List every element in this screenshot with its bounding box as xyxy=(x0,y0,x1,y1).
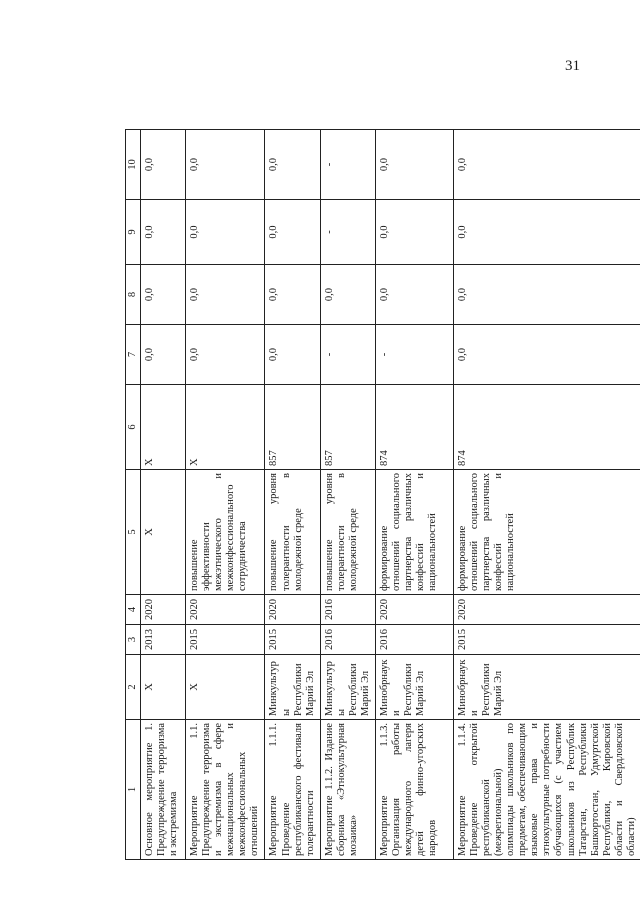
header-cell: 1 xyxy=(126,720,141,860)
value-cell: 0,0 xyxy=(453,325,640,385)
table-row xyxy=(320,130,375,860)
header-cell: 10 xyxy=(126,130,141,200)
code-cell: Х xyxy=(186,385,265,470)
table-row xyxy=(141,130,186,860)
value-cell: - xyxy=(320,130,375,200)
code-cell: 857 xyxy=(320,385,375,470)
value-cell: 0,0 xyxy=(186,325,265,385)
code-cell: 874 xyxy=(453,385,640,470)
value-cell: 0,0 xyxy=(453,130,640,200)
expected-result-cell: повышение уровня толерантности в молодежной среде xyxy=(265,470,320,595)
start-year-cell: 2015 xyxy=(186,625,265,655)
table-row xyxy=(453,130,640,860)
responsible-cell: Минобрнауки Республики Марий Эл xyxy=(453,655,640,720)
activity-name-cell: Основное мероприятие 1. Предупреждение терроризма и экстремизма xyxy=(141,720,186,860)
value-cell: 0,0 xyxy=(265,130,320,200)
header-cell: 8 xyxy=(126,265,141,325)
end-year-cell: 2020 xyxy=(375,595,453,625)
header-cell: 6 xyxy=(126,385,141,470)
value-cell: - xyxy=(375,325,453,385)
end-year-cell: 2020 xyxy=(265,595,320,625)
code-cell: 857 xyxy=(265,385,320,470)
table-row xyxy=(186,130,265,860)
value-cell: 0,0 xyxy=(453,200,640,265)
expected-result-cell: формирование отношений социального партнерства различных конфессий и национальностей xyxy=(375,470,453,595)
activity-name-cell: Мероприятие 1.1.4. Проведение открытой республиканской (межрегиональной) олимпиады школьников по предметам, обеспечивающим языковые права и этнокультурные потребности обучающихся (с участием школьников из Республик Татарстан, Республики Башкортостан, Удмуртской Республики, Кировской области и Свердловской области) xyxy=(453,720,640,860)
start-year-cell: 2013 xyxy=(141,625,186,655)
value-cell: 0,0 xyxy=(186,130,265,200)
value-cell: 0,0 xyxy=(375,265,453,325)
expected-result-cell: повышение эффективности межэтнического и межконфессионального сотрудничества xyxy=(186,470,265,595)
activity-name-cell: Мероприятие 1.1.3. Организация работы международного лагеря детей финно-угорских народов xyxy=(375,720,453,860)
value-cell: 0,0 xyxy=(186,200,265,265)
responsible-cell: Х xyxy=(186,655,265,720)
value-cell: 0,0 xyxy=(265,265,320,325)
value-cell: 0,0 xyxy=(141,200,186,265)
responsible-cell: Х xyxy=(141,655,186,720)
header-cell: 3 xyxy=(126,625,141,655)
code-cell: Х xyxy=(141,385,186,470)
value-cell: 0,0 xyxy=(375,200,453,265)
budget-table xyxy=(125,129,640,860)
value-cell: - xyxy=(320,200,375,265)
end-year-cell: 2020 xyxy=(186,595,265,625)
table-row xyxy=(375,130,453,860)
value-cell: 0,0 xyxy=(265,200,320,265)
start-year-cell: 2015 xyxy=(265,625,320,655)
value-cell: 0,0 xyxy=(375,130,453,200)
page-number: 31 xyxy=(565,58,580,74)
activity-name-cell: Мероприятие 1.1. Предупреждение терроризма и экстремизма в сфере межнациональных и межконфессиональных отношений xyxy=(186,720,265,860)
code-cell: 874 xyxy=(375,385,453,470)
value-cell: 0,0 xyxy=(265,325,320,385)
end-year-cell: 2020 xyxy=(141,595,186,625)
expected-result-cell: формирование отношений социального партнерства различных конфессий и национальностей xyxy=(453,470,640,595)
value-cell: 0,0 xyxy=(320,265,375,325)
header-cell: 7 xyxy=(126,325,141,385)
activity-name-cell: Мероприятие 1.1.2. Издание сборника «Этнокультурная мозаика» xyxy=(320,720,375,860)
header-cell: 2 xyxy=(126,655,141,720)
expected-result-cell: повышение уровня толерантности в молодежной среде xyxy=(320,470,375,595)
header-row xyxy=(126,130,141,860)
responsible-cell: Минобрнауки Республики Марий Эл xyxy=(375,655,453,720)
header-cell: 5 xyxy=(126,470,141,595)
table-rotated-wrapper xyxy=(125,130,637,860)
value-cell: 0,0 xyxy=(141,265,186,325)
end-year-cell: 2016 xyxy=(320,595,375,625)
responsible-cell: Минкультуры Республики Марий Эл xyxy=(265,655,320,720)
value-cell: 0,0 xyxy=(141,130,186,200)
responsible-cell: Минкультуры Республики Марий Эл xyxy=(320,655,375,720)
start-year-cell: 2016 xyxy=(320,625,375,655)
expected-result-cell: Х xyxy=(141,470,186,595)
value-cell: 0,0 xyxy=(453,265,640,325)
header-cell: 4 xyxy=(126,595,141,625)
value-cell: 0,0 xyxy=(186,265,265,325)
header-cell: 9 xyxy=(126,200,141,265)
start-year-cell: 2015 xyxy=(453,625,640,655)
start-year-cell: 2016 xyxy=(375,625,453,655)
value-cell: 0,0 xyxy=(141,325,186,385)
end-year-cell: 2020 xyxy=(453,595,640,625)
activity-name-cell: Мероприятие 1.1.1. Проведение республиканского фестиваля толерантности xyxy=(265,720,320,860)
value-cell: - xyxy=(320,325,375,385)
table-row xyxy=(265,130,320,860)
